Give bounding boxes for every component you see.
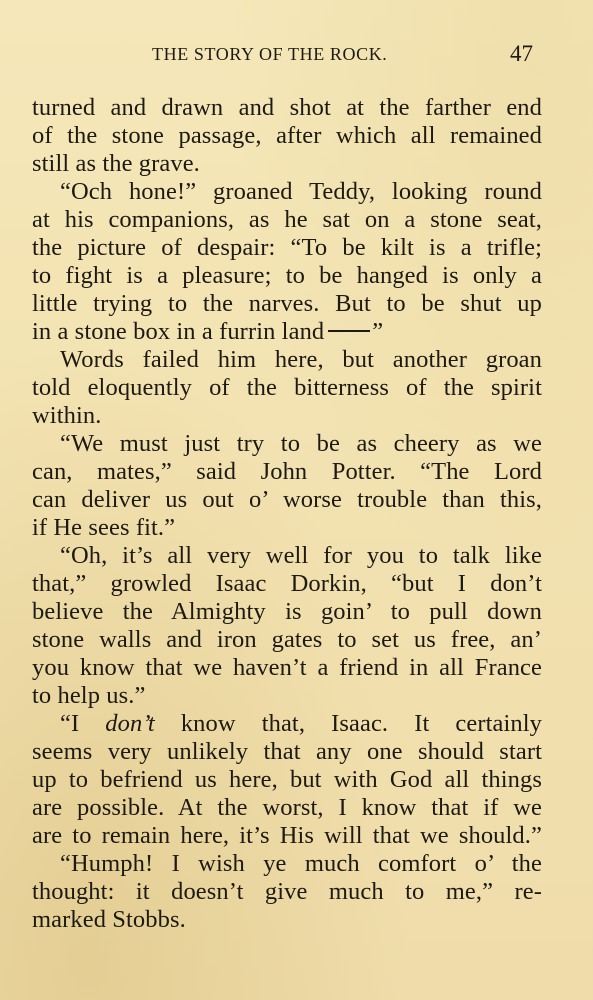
text-line: if He sees fit.”	[32, 514, 176, 541]
text-line	[32, 318, 542, 346]
text-line: told eloquently of the bitterness of the spirit	[32, 374, 542, 401]
running-title: THE STORY OF THE ROCK.	[152, 44, 388, 64]
text-line: up to befriend us here, but with God all things	[32, 766, 542, 793]
text-line: “Och hone!” groaned Teddy, looking round	[60, 178, 542, 205]
text-line: believe the Almighty is goin’ to pull down	[32, 598, 542, 625]
page-number: 47	[510, 41, 533, 66]
text-line: at his companions, as he sat on a stone seat,	[32, 206, 542, 233]
text-line: “Humph! I wish ye much comfort o’ the	[60, 850, 542, 877]
text-line: are to remain here, it’s His will that we should.”	[32, 822, 542, 849]
text-line: to fight is a pleasure; to be hanged is only a	[32, 262, 542, 289]
text-segment: in a stone box in a furrin land	[32, 318, 325, 345]
text-line: can, mates,” said John Potter. “The Lord	[32, 458, 542, 485]
text-line: that,” growled Isaac Dorkin, “but I don’t	[32, 570, 542, 597]
text-segment: ”	[372, 318, 384, 345]
page-header	[0, 40, 593, 70]
text-line: of the stone passage, after which all remained	[32, 122, 542, 149]
text-line	[32, 710, 542, 738]
text-line: to help us.”	[32, 682, 146, 709]
text-line: still as the grave.	[32, 150, 200, 177]
text-line: within.	[32, 402, 102, 429]
text-line: can deliver us out o’ worse trouble than this,	[32, 486, 542, 513]
page-body	[32, 94, 542, 934]
text-line: “Oh, it’s all very well for you to talk like	[60, 542, 542, 569]
text-line: turned and drawn and shot at the farther end	[32, 94, 542, 121]
text-line: you know that we haven’t a friend in all France	[32, 654, 542, 681]
text-line: the picture of despair: “To be kilt is a trifle;	[32, 234, 542, 261]
text-line: Words failed him here, but another groan	[60, 346, 542, 373]
em-dash-rule	[328, 330, 370, 332]
text-line: “We must just try to be as cheery as we	[60, 430, 542, 457]
text-line: marked Stobbs.	[32, 906, 186, 933]
text-line: are possible. At the worst, I know that if we	[32, 794, 542, 821]
text-line: stone walls and iron gates to set us free, an’	[32, 626, 542, 653]
text-segment: “I	[60, 710, 106, 737]
italic-emphasis: don’t	[105, 710, 155, 737]
text-line: thought: it doesn’t give much to me,” re-	[32, 878, 542, 905]
text-line: seems very unlikely that any one should start	[32, 738, 542, 765]
text-line: little trying to the narves. But to be shut up	[32, 290, 542, 317]
text-segment: know that, Isaac. It certainly	[154, 710, 542, 737]
